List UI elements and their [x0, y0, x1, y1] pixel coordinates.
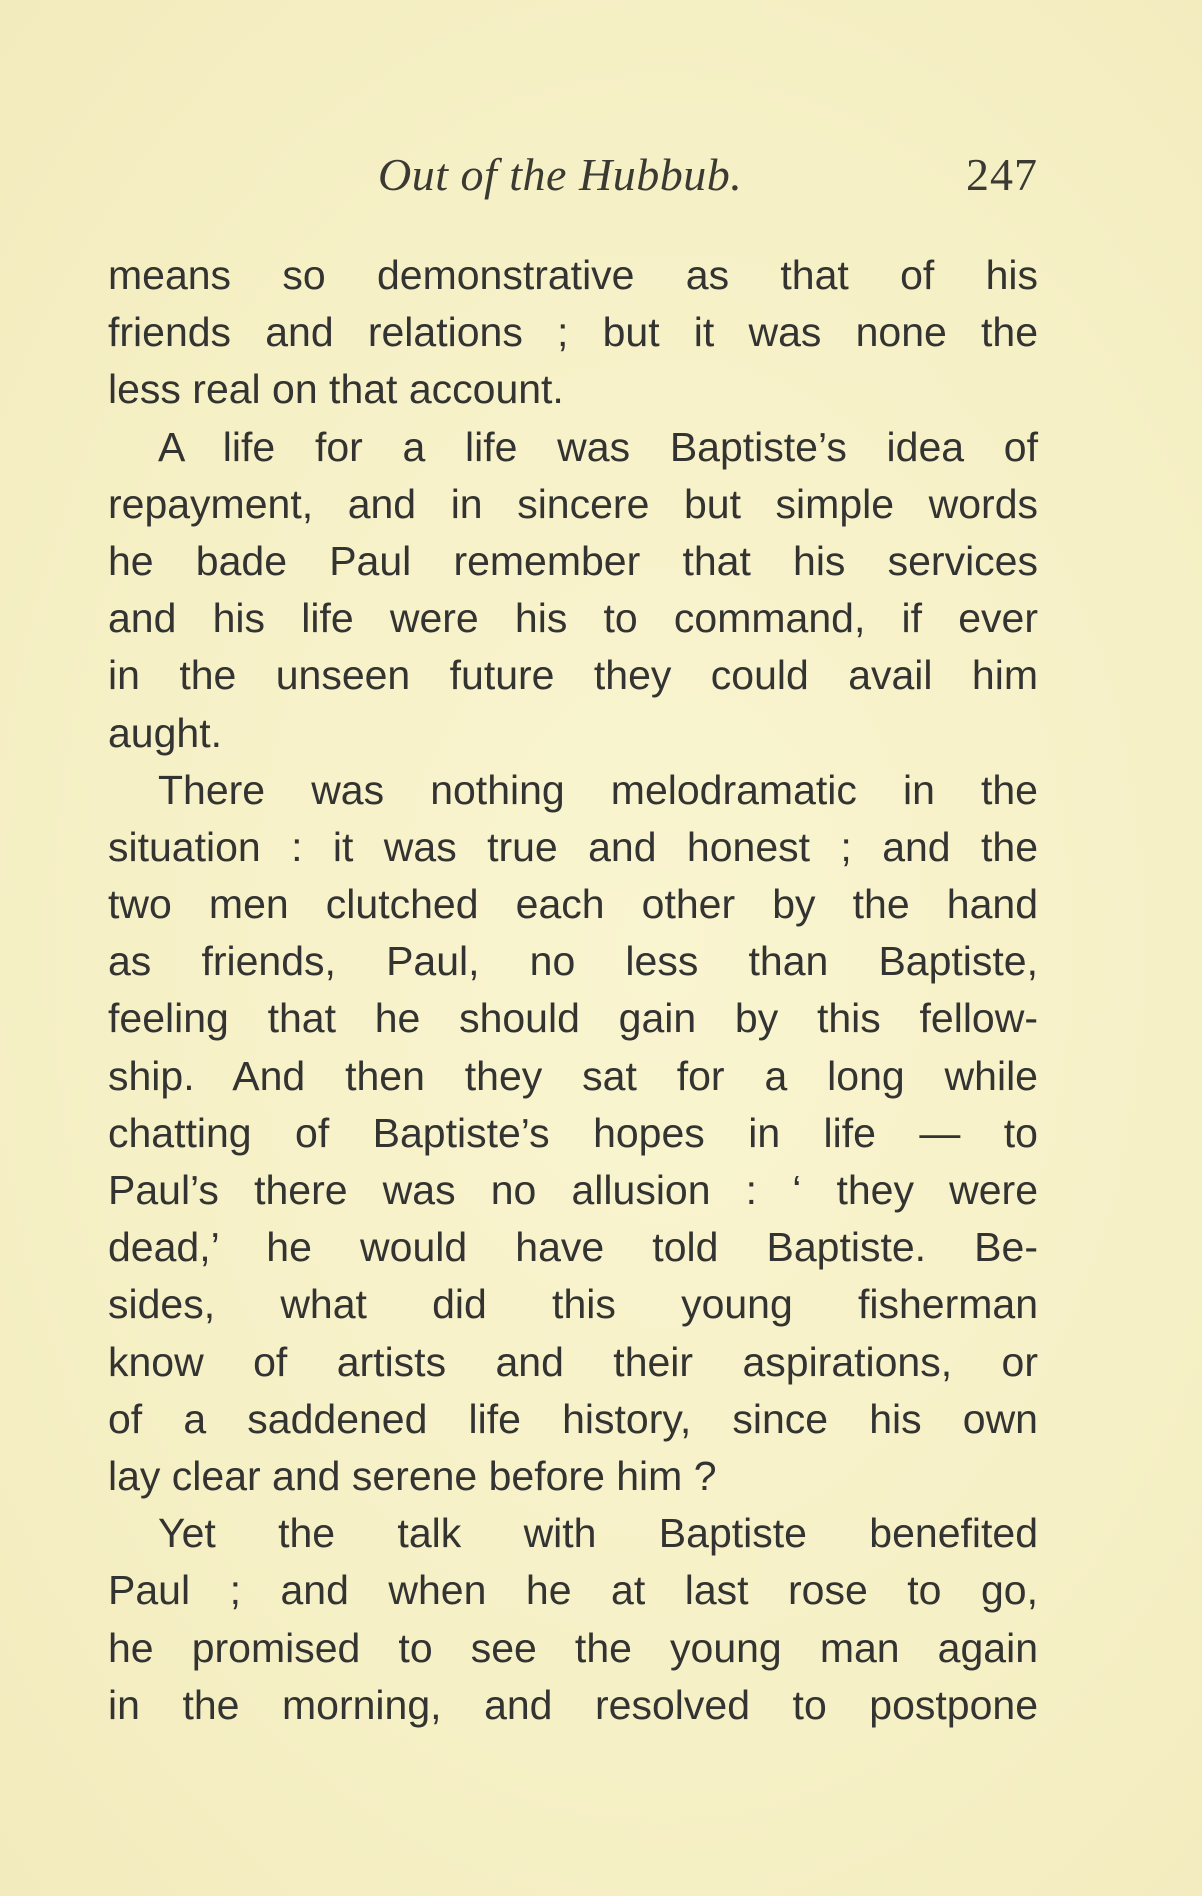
text-line: aught. [108, 709, 222, 756]
body-text [108, 247, 1038, 1734]
text-line: he promised to see the young man again [108, 1624, 1038, 1671]
text-line: chatting of Baptiste’s hopes in life — to [108, 1109, 1038, 1156]
text-line: of a saddened life history, since his own [108, 1395, 1038, 1442]
running-head [108, 148, 1038, 218]
running-title: Out of the Hubbub. [378, 149, 743, 200]
text-line: dead,’ he would have told Baptiste. Be- [108, 1224, 1038, 1271]
text-line: sides, what did this young fisherman [108, 1281, 1038, 1328]
text-line: in the morning, and resolved to postpone [108, 1681, 1038, 1728]
text-line: Paul’s there was no allusion : ‘ they were [108, 1167, 1038, 1213]
text-line: means so demonstrative as that of his [108, 252, 1038, 298]
text-line: repayment, and in sincere but simple words [108, 480, 1038, 527]
text-line: feeling that he should gain by this fellow- [108, 995, 1038, 1042]
page-number: 247 [966, 149, 1038, 200]
text-line: ship. And then they sat for a long while [108, 1052, 1038, 1099]
text-line: in the unseen future they could avail him [108, 652, 1038, 699]
text-line: lay clear and serene before him ? [108, 1452, 717, 1499]
text-line: A life for a life was Baptiste’s idea of [158, 423, 1038, 470]
text-line: situation : it was true and honest ; and the [108, 823, 1038, 870]
text-line: and his life were his to command, if ever [108, 595, 1038, 642]
text-line: friends and relations ; but it was none the [108, 309, 1038, 356]
text-line: know of artists and their aspirations, or [108, 1338, 1038, 1385]
text-line: Paul ; and when he at last rose to go, [108, 1567, 1038, 1614]
text-line: less real on that account. [108, 366, 564, 413]
text-line: There was nothing melodramatic in the [158, 766, 1038, 813]
text-line: Yet the talk with Baptiste benefited [158, 1510, 1038, 1557]
text-line: two men clutched each other by the hand [108, 881, 1038, 928]
text-line: he bade Paul remember that his services [108, 537, 1038, 584]
text-line: as friends, Paul, no less than Baptiste, [108, 938, 1038, 985]
